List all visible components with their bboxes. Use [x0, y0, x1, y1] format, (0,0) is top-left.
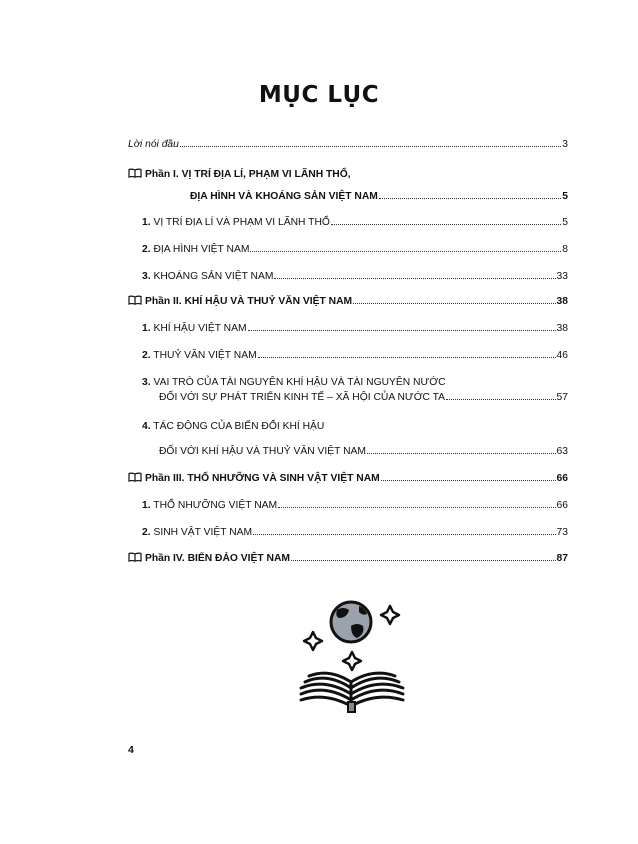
- toc-entry-1-2[interactable]: [142, 243, 568, 256]
- toc-page-number: 5: [562, 217, 568, 228]
- section-number: 1.: [142, 500, 151, 511]
- toc-part-4[interactable]: [128, 552, 568, 565]
- toc-page-number: 66: [556, 500, 568, 511]
- toc-entry-label: KHÍ HẬU VIỆT NAM: [153, 323, 247, 334]
- sparkle-icon: [381, 606, 399, 624]
- toc-entry-label: KHOÁNG SẢN VIỆT NAM: [153, 271, 274, 282]
- toc-part-2[interactable]: [128, 295, 568, 308]
- toc-entry-2-4-line2[interactable]: [159, 445, 568, 458]
- book-icon: [128, 472, 142, 482]
- toc-entry-label: SINH VẬT VIỆT NAM: [153, 527, 253, 538]
- toc-page-number: 66: [556, 473, 568, 484]
- toc-entry-label: ĐỊA HÌNH VIỆT NAM: [153, 244, 250, 255]
- dot-leader: [379, 197, 561, 199]
- toc-page-number: 73: [556, 527, 568, 538]
- toc-entry-label: VỊ TRÍ ĐỊA LÍ VÀ PHẠM VI LÃNH THỔ: [153, 217, 330, 228]
- part-label: VỊ TRÍ ĐỊA LÍ, PHẠM VI LÃNH THỔ,: [181, 169, 351, 180]
- dot-leader: [180, 145, 561, 147]
- part-title: Phần III.: [145, 473, 185, 484]
- toc-page-number: 38: [556, 296, 568, 307]
- toc-entry-2-1[interactable]: [142, 322, 568, 335]
- toc-part-1-line2[interactable]: [190, 190, 568, 203]
- dot-leader: [291, 559, 556, 561]
- toc-entry-label: TÁC ĐỘNG CỦA BIẾN ĐỔI KHÍ HẬU: [153, 421, 325, 432]
- dot-leader: [446, 398, 555, 400]
- dot-leader: [381, 479, 556, 481]
- globe-icon: [331, 602, 371, 642]
- dot-leader: [367, 452, 556, 454]
- part-title: Phần I.: [145, 169, 179, 180]
- part-label: KHÍ HẬU VÀ THUỶ VĂN VIỆT NAM: [184, 296, 353, 307]
- section-number: 2.: [142, 244, 151, 255]
- toc-entry-2-2[interactable]: [142, 349, 568, 362]
- section-number: 1.: [142, 323, 151, 334]
- toc-page-number: 3: [562, 139, 568, 150]
- dot-leader: [248, 329, 556, 331]
- dot-leader: [353, 302, 555, 304]
- toc-entry-3-1[interactable]: [142, 499, 568, 512]
- part-label: BIỂN ĐẢO VIỆT NAM: [187, 553, 290, 564]
- toc-entry-label: VAI TRÒ CỦA TÀI NGUYÊN KHÍ HẬU VÀ TÀI NGUYÊN NƯỚC: [153, 377, 446, 388]
- toc-entry-1-3[interactable]: [142, 270, 568, 283]
- toc-page-number: 5: [562, 191, 568, 202]
- toc-part-3[interactable]: [128, 472, 568, 485]
- section-number: 4.: [142, 421, 151, 432]
- toc-entry-intro[interactable]: [128, 138, 568, 151]
- globe-book-illustration: [293, 596, 411, 716]
- section-number: 3.: [142, 377, 151, 388]
- toc-entry-2-3-line2[interactable]: [159, 391, 568, 404]
- toc-entry-2-3-line1[interactable]: [142, 376, 446, 389]
- dot-leader: [274, 277, 555, 279]
- sparkle-icon: [343, 652, 361, 670]
- toc-page-number: 63: [556, 446, 568, 457]
- dot-leader: [331, 223, 561, 225]
- toc-entry-label: ĐỊA HÌNH VÀ KHOÁNG SẢN VIỆT NAM: [190, 191, 378, 202]
- dot-leader: [278, 506, 555, 508]
- toc-page-number: 87: [556, 553, 568, 564]
- toc-entry-label: THUỶ VĂN VIỆT NAM: [153, 350, 257, 361]
- part-title: Phần IV.: [145, 553, 185, 564]
- dot-leader: [253, 533, 555, 535]
- sparkle-icon: [304, 632, 322, 650]
- toc-entry-label: ĐỐI VỚI KHÍ HẬU VÀ THUỶ VĂN VIỆT NAM: [159, 446, 366, 457]
- toc-entry-label: ĐỐI VỚI SỰ PHÁT TRIỂN KINH TẾ – XÃ HỘI CỦA NƯỚC TA: [159, 392, 446, 403]
- book-icon: [128, 552, 142, 562]
- toc-page-number: 8: [562, 244, 568, 255]
- section-number: 3.: [142, 271, 151, 282]
- dot-leader: [250, 250, 561, 252]
- toc-page-number: 57: [556, 392, 568, 403]
- toc-entry-label: THỔ NHƯỠNG VIỆT NAM: [153, 500, 278, 511]
- toc-page-number: 33: [556, 271, 568, 282]
- section-number: 2.: [142, 350, 151, 361]
- page-title: MỤC LỤC: [258, 82, 380, 108]
- toc-page-number: 46: [556, 350, 568, 361]
- toc-entry-3-2[interactable]: [142, 526, 568, 539]
- toc-page-number: 38: [556, 323, 568, 334]
- part-label: THỔ NHƯỠNG VÀ SINH VẬT VIỆT NAM: [187, 473, 380, 484]
- section-number: 1.: [142, 217, 151, 228]
- book-icon: [128, 295, 142, 305]
- book-icon: [128, 168, 142, 178]
- section-number: 2.: [142, 527, 151, 538]
- page-number: 4: [128, 744, 134, 756]
- toc-entry-1-1[interactable]: [142, 216, 568, 229]
- toc-entry-label: Lời nói đầu: [128, 139, 179, 150]
- toc-part-1-line1[interactable]: [128, 168, 351, 181]
- toc-entry-2-4-line1[interactable]: [142, 420, 324, 433]
- part-title: Phần II.: [145, 296, 182, 307]
- dot-leader: [258, 356, 556, 358]
